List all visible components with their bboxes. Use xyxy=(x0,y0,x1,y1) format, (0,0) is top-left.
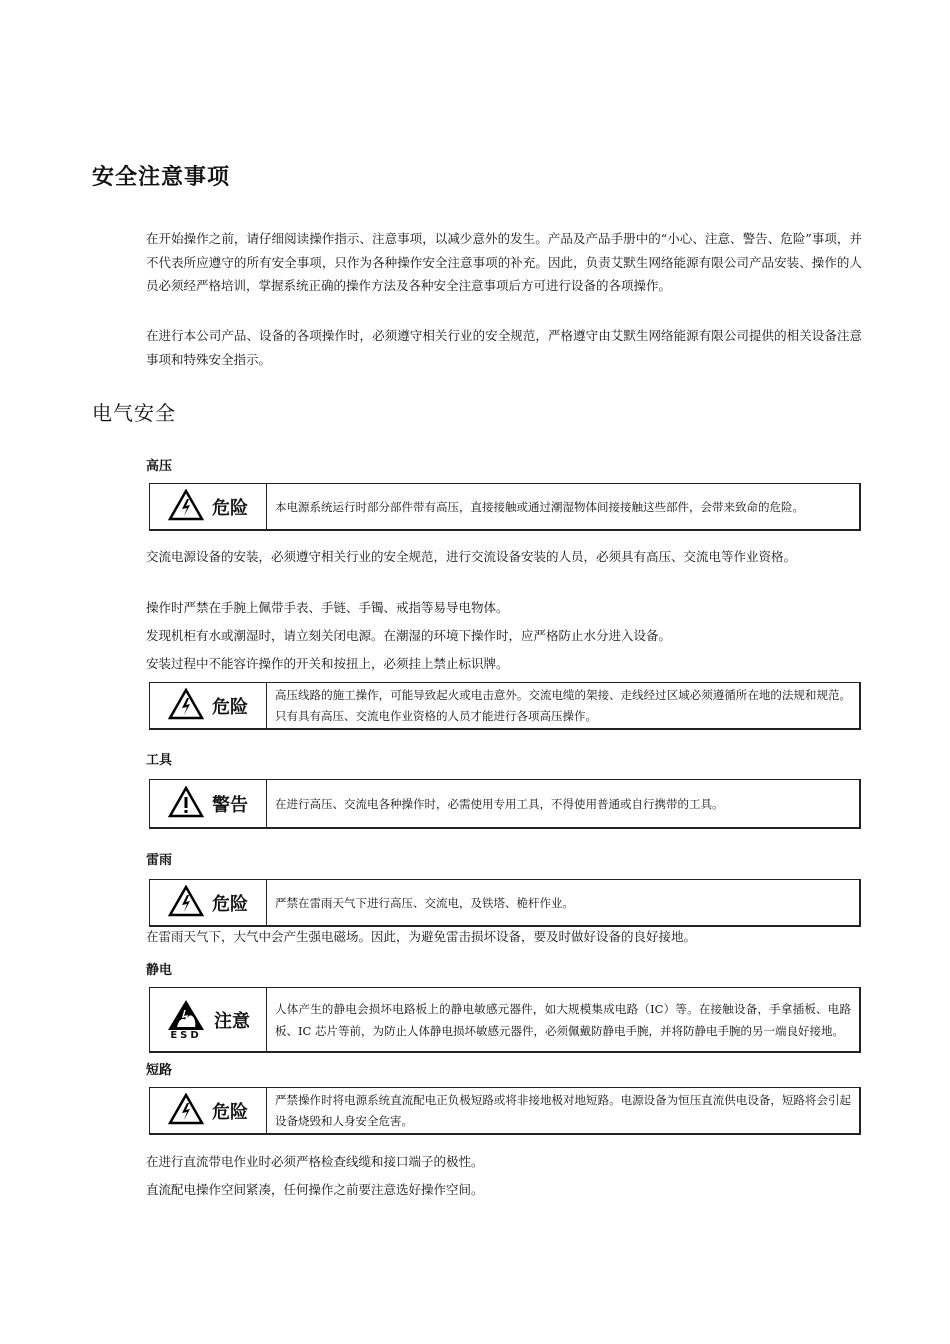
notice-label xyxy=(150,1088,267,1133)
notice-label-text: 危险 xyxy=(212,497,248,519)
danger-notice-hv-lines xyxy=(149,682,861,730)
short-paragraph-2: 直流配电操作空间紧凑，任何操作之前要注意选好操作空间。 xyxy=(146,1182,484,1197)
subheading-short-circuit: 短路 xyxy=(146,1063,173,1078)
notice-text: 人体产生的静电会损坏电路板上的静电敏感元器件，如大规模集成电路（IC）等。在接触设备，手拿插板、电路板、IC 芯片等前，为防止人体静电损坏敏感元器件，必须佩戴防静电手腕，并将防静电手腕的另一端良好接地。 xyxy=(275,1001,851,1038)
page-title: 安全注意事项 xyxy=(92,165,231,190)
notice-text: 高压线路的施工操作，可能导致起火或电击意外。交流电缆的架接、走线经过区域必须遵循所在地的法规和规范。只有具有高压、交流电作业资格的人员才能进行各项高压操作。 xyxy=(275,687,851,723)
notice-label xyxy=(150,683,267,728)
notice-label xyxy=(150,880,267,925)
intro-paragraph-1: 在开始操作之前，请仔细阅读操作指示、注意事项，以减少意外的发生。产品及产品手册中的“小心、注意、警告、危险”事项，并不代表所应遵守的所有安全事项，只作为各种操作安全注意事项的补充。因此，负责艾默生网络能源有限公司产品安装、操作的人员必须经严格培训，掌握系统正确的操作方法及各种安全注意事项后方可进行设备的各项操作。 xyxy=(146,231,862,293)
notice-label-text: 危险 xyxy=(212,1101,248,1123)
section-heading: 电气安全 xyxy=(92,401,176,425)
subheading-esd: 静电 xyxy=(146,963,173,978)
hv-paragraph-3: 发现机柜有水或潮湿时，请立刻关闭电源。在潮湿的环境下操作时，应严格防止水分进入设备。 xyxy=(146,628,672,643)
notice-text: 严禁操作时将电源系统直流配电正负极短路或将非接地极对地短路。电源设备为恒压直流供电设备，短路将会引起设备烧毁和人身安全危害。 xyxy=(275,1092,851,1128)
high-voltage-warning-icon xyxy=(168,489,204,525)
subheading-high-voltage: 高压 xyxy=(146,459,173,474)
esd-icon xyxy=(166,998,206,1041)
subheading-tools: 工具 xyxy=(146,753,173,768)
danger-notice-thunder xyxy=(149,879,861,927)
short-paragraph-1: 在进行直流带电作业时必须严格检查线缆和接口端子的极性。 xyxy=(146,1154,484,1169)
hv-paragraph-1: 交流电源设备的安装，必须遵守相关行业的安全规范，进行交流设备安装的人员，必须具有高压、交流电等作业资格。 xyxy=(146,549,797,564)
thunder-paragraph: 在雷雨天气下，大气中会产生强电磁场。因此，为避免雷击损坏设备，要及时做好设备的良好接地。 xyxy=(146,929,697,944)
exclamation-warning-icon xyxy=(168,786,204,822)
notice-text: 严禁在雷雨天气下进行高压、交流电，及铁塔、桅杆作业。 xyxy=(275,895,574,910)
notice-label xyxy=(150,484,267,529)
notice-label-text: 警告 xyxy=(212,794,248,816)
high-voltage-warning-icon xyxy=(168,885,204,921)
hv-paragraph-4: 安装过程中不能容许操作的开关和按扭上，必须挂上禁止标识牌。 xyxy=(146,656,509,671)
warning-notice-tools xyxy=(149,779,861,829)
high-voltage-warning-icon xyxy=(168,1093,204,1129)
notice-label-text: 危险 xyxy=(212,696,248,718)
notice-text: 在进行高压、交流电各种操作时，必需使用专用工具，不得使用普通或自行携带的工具。 xyxy=(275,796,724,811)
notice-label-text: 注意 xyxy=(214,1010,250,1032)
notice-label-text: 危险 xyxy=(212,893,248,915)
subheading-thunder: 雷雨 xyxy=(146,853,173,868)
esd-icon-text: ESD xyxy=(170,1030,202,1041)
notice-label xyxy=(150,988,267,1051)
notice-label xyxy=(150,780,267,827)
high-voltage-warning-icon xyxy=(168,688,204,724)
danger-notice-short-circuit xyxy=(149,1087,861,1135)
hv-paragraph-2: 操作时严禁在手腕上佩带手表、手链、手镯、戒指等易导电物体。 xyxy=(146,600,509,615)
notice-text: 本电源系统运行时部分部件带有高压，直接接触或通过潮湿物体间接接触这些部件，会带来致命的危险。 xyxy=(275,499,804,514)
intro-paragraph-2: 在进行本公司产品、设备的各项操作时，必须遵守相关行业的安全规范，严格遵守由艾默生网络能源有限公司提供的相关设备注意事项和特殊安全指示。 xyxy=(146,328,862,367)
caution-notice-esd xyxy=(149,987,861,1053)
danger-notice-high-voltage xyxy=(149,483,861,531)
